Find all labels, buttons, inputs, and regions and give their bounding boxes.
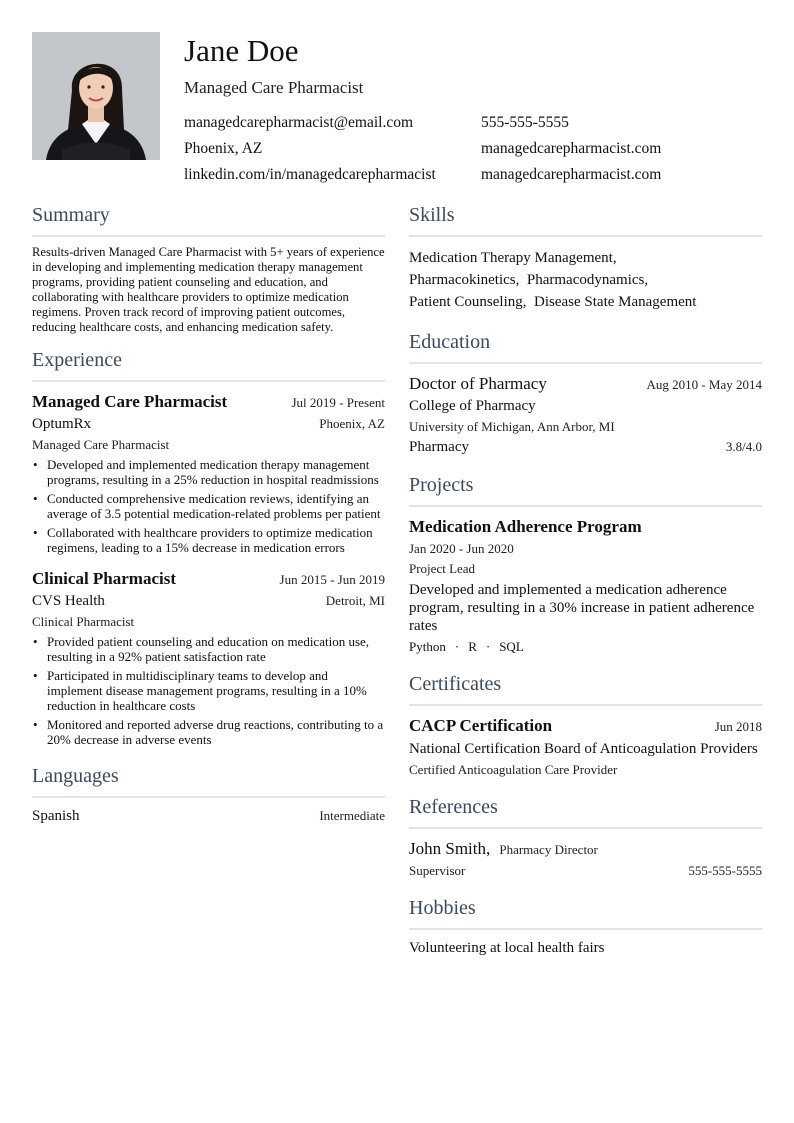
project-tag: Python [409, 639, 446, 654]
job-location: Phoenix, AZ [319, 416, 385, 431]
job-bullet: • Provided patient counseling and education on medication use, resulting in a 92% patient satisfaction rate [32, 634, 385, 664]
job-entry [32, 392, 385, 555]
skill-item: Patient Counseling, [409, 294, 527, 310]
job-bullets [32, 634, 385, 747]
project-name: Medication Adherence Program [409, 517, 642, 536]
education-degree: Doctor of Pharmacy [409, 374, 547, 393]
skill-item: Medication Therapy Management, [409, 250, 617, 266]
languages-heading: Languages [32, 765, 385, 798]
summary-text: Results-driven Managed Care Pharmacist with 5+ years of experience in developing and implementing medication therapy management programs, providing patient counseling and education, and collaborating with healthcare providers to optimize medication regimens. Proven track record of improving patient outcomes, reducing healthcare costs, and enhancing medication safety. [32, 245, 385, 334]
job-company: OptumRx [32, 416, 92, 432]
hobbies-heading: Hobbies [409, 897, 762, 930]
candidate-name: Jane Doe [184, 33, 299, 68]
left-column [32, 204, 385, 825]
reference-entry [409, 839, 762, 879]
job-title: Managed Care Pharmacist [32, 392, 228, 411]
reference-name: John Smith, [409, 839, 491, 858]
contact-email[interactable]: managedcarepharmacist@email.com [184, 114, 414, 131]
certificate-issuer: National Certification Board of Anticoagulation Providers [409, 741, 758, 757]
job-company: CVS Health [32, 593, 105, 609]
skill-item: Pharmacokinetics, [409, 272, 520, 288]
project-entry [409, 517, 762, 655]
references-heading: References [409, 796, 762, 829]
contact-phone[interactable]: 555-555-5555 [481, 114, 569, 131]
certificate-entry [409, 716, 762, 778]
contact-linkedin[interactable]: linkedin.com/in/managedcarepharmacist [184, 166, 436, 183]
job-entry [32, 569, 385, 747]
education-university: University of Michigan, Ann Arbor, MI [409, 419, 615, 434]
reference-phone[interactable]: 555-555-5555 [688, 863, 762, 878]
job-bullet: • Participated in multidisciplinary teams to develop and implement disease management programs, resulting in a 10% reduction in healthcare costs [32, 668, 385, 713]
job-role: Clinical Pharmacist [32, 614, 135, 629]
certificate-name: CACP Certification [409, 716, 553, 735]
skill-item: Pharmacodynamics, [526, 272, 649, 288]
summary-heading: Summary [32, 204, 385, 237]
education-heading: Education [409, 331, 762, 364]
job-bullet: • Collaborated with healthcare providers to optimize medication regimens, leading to a 15% decrease in medication errors [32, 525, 385, 555]
certificates-heading: Certificates [409, 673, 762, 706]
job-bullet: • Developed and implemented medication therapy management programs, resulting in a 25% reduction in hospital readmissions [32, 457, 385, 487]
job-location: Detroit, MI [325, 593, 385, 608]
project-tag: SQL [499, 639, 524, 654]
contact-location: Phoenix, AZ [184, 140, 263, 157]
education-field: Pharmacy [409, 439, 469, 455]
candidate-title: Managed Care Pharmacist [184, 78, 364, 97]
education-gpa: 3.8/4.0 [725, 439, 762, 454]
skills-heading: Skills [409, 204, 762, 237]
education-dates: Aug 2010 - May 2014 [646, 377, 762, 392]
project-tag: R [468, 639, 477, 654]
project-description: Developed and implemented a medication adherence program, resulting in a 30% increase in patient adherence rates [409, 582, 755, 634]
skills-list [409, 247, 762, 313]
job-bullets [32, 457, 385, 555]
job-dates: Jul 2019 - Present [291, 395, 385, 410]
skill-item: Disease State Management [534, 294, 697, 310]
language-name: Spanish [32, 808, 80, 824]
contact-website-2[interactable]: managedcarepharmacist.com [481, 166, 662, 183]
profile-photo [32, 32, 160, 160]
reference-relation: Supervisor [409, 863, 466, 878]
hobby-item: Volunteering at local health fairs [409, 940, 605, 956]
project-tags: Python · R · SQL [409, 639, 524, 654]
language-item [32, 808, 385, 825]
contact-website[interactable]: managedcarepharmacist.com [481, 140, 662, 157]
right-column [409, 204, 762, 957]
job-bullet: • Monitored and reported adverse drug reactions, contributing to a 20% decrease in adverse events [32, 717, 385, 747]
job-bullet: • Conducted comprehensive medication reviews, identifying an average of 3.5 potential medication-related problems per patient [32, 491, 385, 521]
education-school: College of Pharmacy [409, 398, 536, 414]
project-dates: Jan 2020 - Jun 2020 [409, 541, 514, 556]
job-role: Managed Care Pharmacist [32, 437, 170, 452]
projects-heading: Projects [409, 474, 762, 507]
job-title: Clinical Pharmacist [32, 569, 177, 588]
certificate-date: Jun 2018 [714, 719, 762, 734]
certificate-description: Certified Anticoagulation Care Provider [409, 762, 618, 777]
education-entry [409, 374, 762, 456]
reference-position: Pharmacy Director [499, 842, 598, 857]
experience-heading: Experience [32, 349, 385, 382]
project-role: Project Lead [409, 561, 476, 576]
job-dates: Jun 2015 - Jun 2019 [279, 572, 385, 587]
language-level: Intermediate [319, 808, 385, 823]
